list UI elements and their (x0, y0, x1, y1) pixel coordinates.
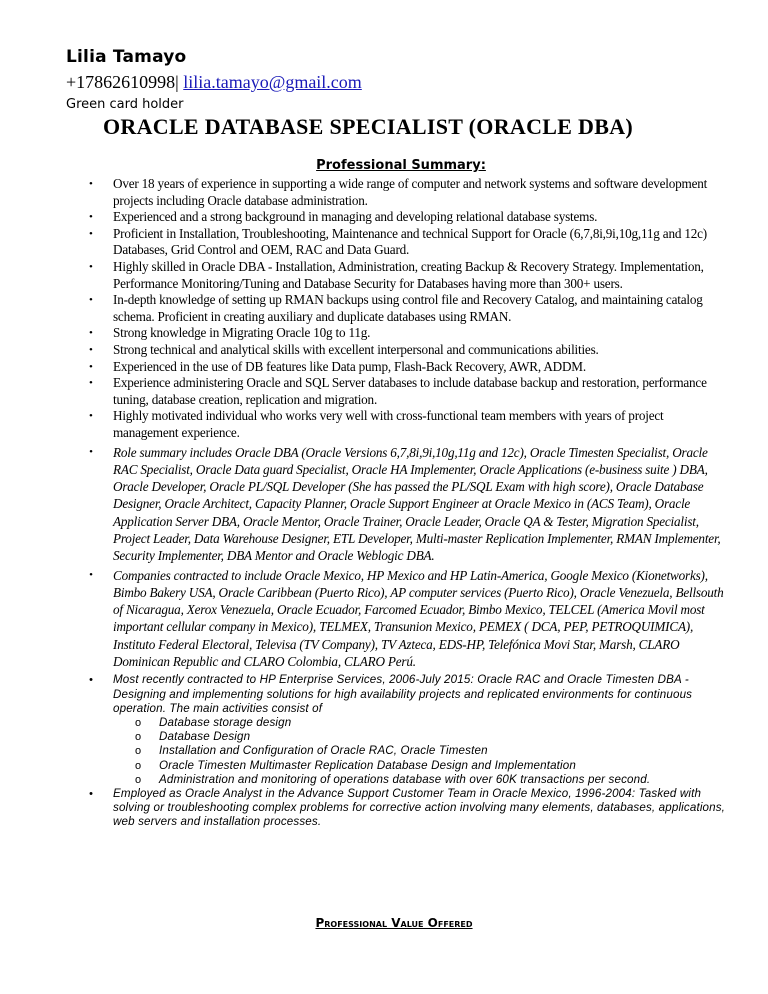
candidate-name: Lilia Tamayo (66, 47, 187, 67)
list-item-text: Experienced and a strong background in managing and developing relational database systems. (113, 209, 598, 225)
circle-bullet-icon: o (135, 759, 142, 772)
list-item-text: Highly motivated individual who works very well with cross-functional team members with years of project management experience. (113, 408, 664, 440)
list-item-text: Most recently contracted to HP Enterprise Services, 2006-July 2015: Oracle RAC and Oracle Timesten DBA - Designing and implementing solutions for high availability projects and replicated environments for continuous operation. The main activities consist of (113, 673, 693, 715)
sub-list-item (113, 744, 726, 758)
list-item (86, 359, 726, 376)
list-item-text: Experienced in the use of DB features like Data pump, Flash-Back Recovery, AWR, ADDM. (113, 358, 586, 374)
list-item-text: Proficient in Installation, Troubleshooting, Maintenance and technical Support for Oracle (6,7,8i,9i,10g,11g and 12c) Databases, Grid Control and OEM, RAC and Data Guard. (113, 225, 707, 258)
list-item (86, 444, 726, 565)
list-item (86, 408, 726, 441)
bullet-icon: • (89, 294, 93, 307)
sub-list-item (113, 730, 726, 744)
list-item (86, 259, 726, 292)
bullet-icon: • (89, 410, 93, 423)
bullet-icon: • (89, 211, 93, 224)
list-item (86, 325, 726, 342)
resume-title (0, 114, 768, 140)
list-item (86, 375, 726, 408)
list-item (86, 673, 726, 787)
circle-bullet-icon: o (135, 773, 142, 786)
list-item (86, 209, 726, 226)
list-item-text: In-depth knowledge of setting up RMAN backups using control file and Recovery Catalog, and maintaining catalog schema. Proficient in creating auxiliary and duplicate databases using RMAN. (113, 292, 703, 324)
sub-list-item-text: Database storage design (159, 715, 292, 729)
summary-heading-text: Professional Summary: (316, 158, 486, 173)
list-item-text: Over 18 years of experience in supporting a wide range of computer and network systems and software development projects including Oracle database administration. (113, 176, 708, 208)
list-item-text: Role summary includes Oracle DBA (Oracle Versions 6,7,8i,9i,10g,11g and 12c), Oracle Timesten Specialist, Oracle RAC Specialist, Oracle Data guard Specialist, Oracle HA Implementer, Oracle Applications (e-business suite ) DBA, Oracle Developer, Oracle PL/SQL Developer (She has passed the PL/SQL Exam with high score), Oracle Database Designer, Oracle Architect, Capacity Planner, Oracle Support Engineer at Oracle Mexico in (ACS Team), Oracle Application Server DBA, Oracle Mentor, Oracle Trainer, Oracle Leader, Oracle QA & Tester, Migration Specialist, Project Leader, Data Warehouse Designer, ETL Developer, Multi-master Replication Implementer, RMAN Implementer, Security Implementer, DBA Mentor and Oracle Weblogic DBA. (113, 444, 721, 564)
hp-activities-list (113, 716, 726, 787)
section-heading-value-offered (0, 916, 768, 930)
summary-list (86, 176, 726, 830)
list-item (86, 292, 726, 325)
sub-list-item (113, 716, 726, 730)
section-heading-text: Professional Value Offered (315, 916, 473, 930)
bullet-icon: • (89, 227, 93, 240)
circle-bullet-icon: o (135, 745, 142, 758)
sub-list-item (113, 773, 726, 787)
bullet-icon: • (89, 260, 93, 273)
sub-list-item (113, 759, 726, 773)
sub-list-item-text: Administration and monitoring of operations database with over 60K transactions per second. (159, 772, 651, 786)
list-item-text: Companies contracted to include Oracle Mexico, HP Mexico and HP Latin-America, Google Mexico (Kionetworks), Bimbo Bakery USA, Oracle Caribbean (Puerto Rico), AP computer services (Puerto Rico), Oracle Venezuela, Bellsouth of Nicaragua, Xerox Venezuela, Oracle Ecuador, Farcomed Ecuador, Bimbo Mexico, TELCEL (America Movil most important cellular company in Mexico), TELMEX, Transunion Mexico, PEMEX ( DCA, PEP, PETROQUIMICA), Instituto Federal Electoral, Televisa (TV Company), TV Azteca, EDS-HP, Telefónica Movi Star, Marsh, CLARO Dominican Republic and CLARO Colombia, CLARO Perú. (113, 567, 724, 670)
sub-list-item-text: Oracle Timesten Multimaster Replication Database Design and Implementation (159, 758, 576, 772)
resume-title-text: ORACLE DATABASE SPECIALIST (ORACLE DBA) (102, 114, 634, 139)
contact-line (66, 72, 362, 93)
circle-bullet-icon: o (135, 716, 142, 729)
bullet-icon: • (89, 327, 93, 340)
bullet-icon: • (89, 445, 93, 458)
work-status: Green card holder (66, 97, 184, 112)
list-item-text: Experience administering Oracle and SQL Server databases to include database backup and restoration, performance tuning, database creation, replication and migration. (113, 375, 707, 407)
bullet-icon: • (89, 787, 94, 800)
list-item (86, 342, 726, 359)
circle-bullet-icon: o (135, 731, 142, 744)
list-item (86, 567, 726, 671)
sub-list-item-text: Installation and Configuration of Oracle RAC, Oracle Timesten (159, 744, 488, 758)
list-item-text: Strong knowledge in Migrating Oracle 10g to 11g. (113, 325, 371, 341)
bullet-icon: • (89, 178, 93, 190)
list-item (86, 176, 726, 209)
bullet-icon: • (89, 377, 93, 390)
bullet-icon: • (89, 343, 93, 356)
bullet-icon: • (89, 568, 93, 581)
list-item-text: Employed as Oracle Analyst in the Advance Support Customer Team in Oracle Mexico, 1996-2004: Tasked with solving or troubleshooting complex problems for corrective action involving many elements, databases, applications, web servers and installation processes. (113, 786, 726, 829)
list-item (86, 787, 726, 830)
email-link[interactable]: lilia.tamayo@gmail.com (183, 72, 362, 92)
list-item-text: Strong technical and analytical skills with excellent interpersonal and communications abilities. (113, 341, 599, 357)
list-item (86, 226, 726, 259)
bullet-icon: • (89, 674, 94, 687)
list-item-text: Highly skilled in Oracle DBA - Installation, Administration, creating Backup & Recovery Strategy. Implementation, Performance Monitoring/Tuning and Database Security for Databases having more than 300+ users. (113, 258, 704, 291)
sub-list-item-text: Database Design (159, 730, 251, 744)
summary-heading (0, 158, 768, 173)
phone-number: +17862610998| (66, 72, 179, 92)
bullet-icon: • (89, 360, 93, 373)
